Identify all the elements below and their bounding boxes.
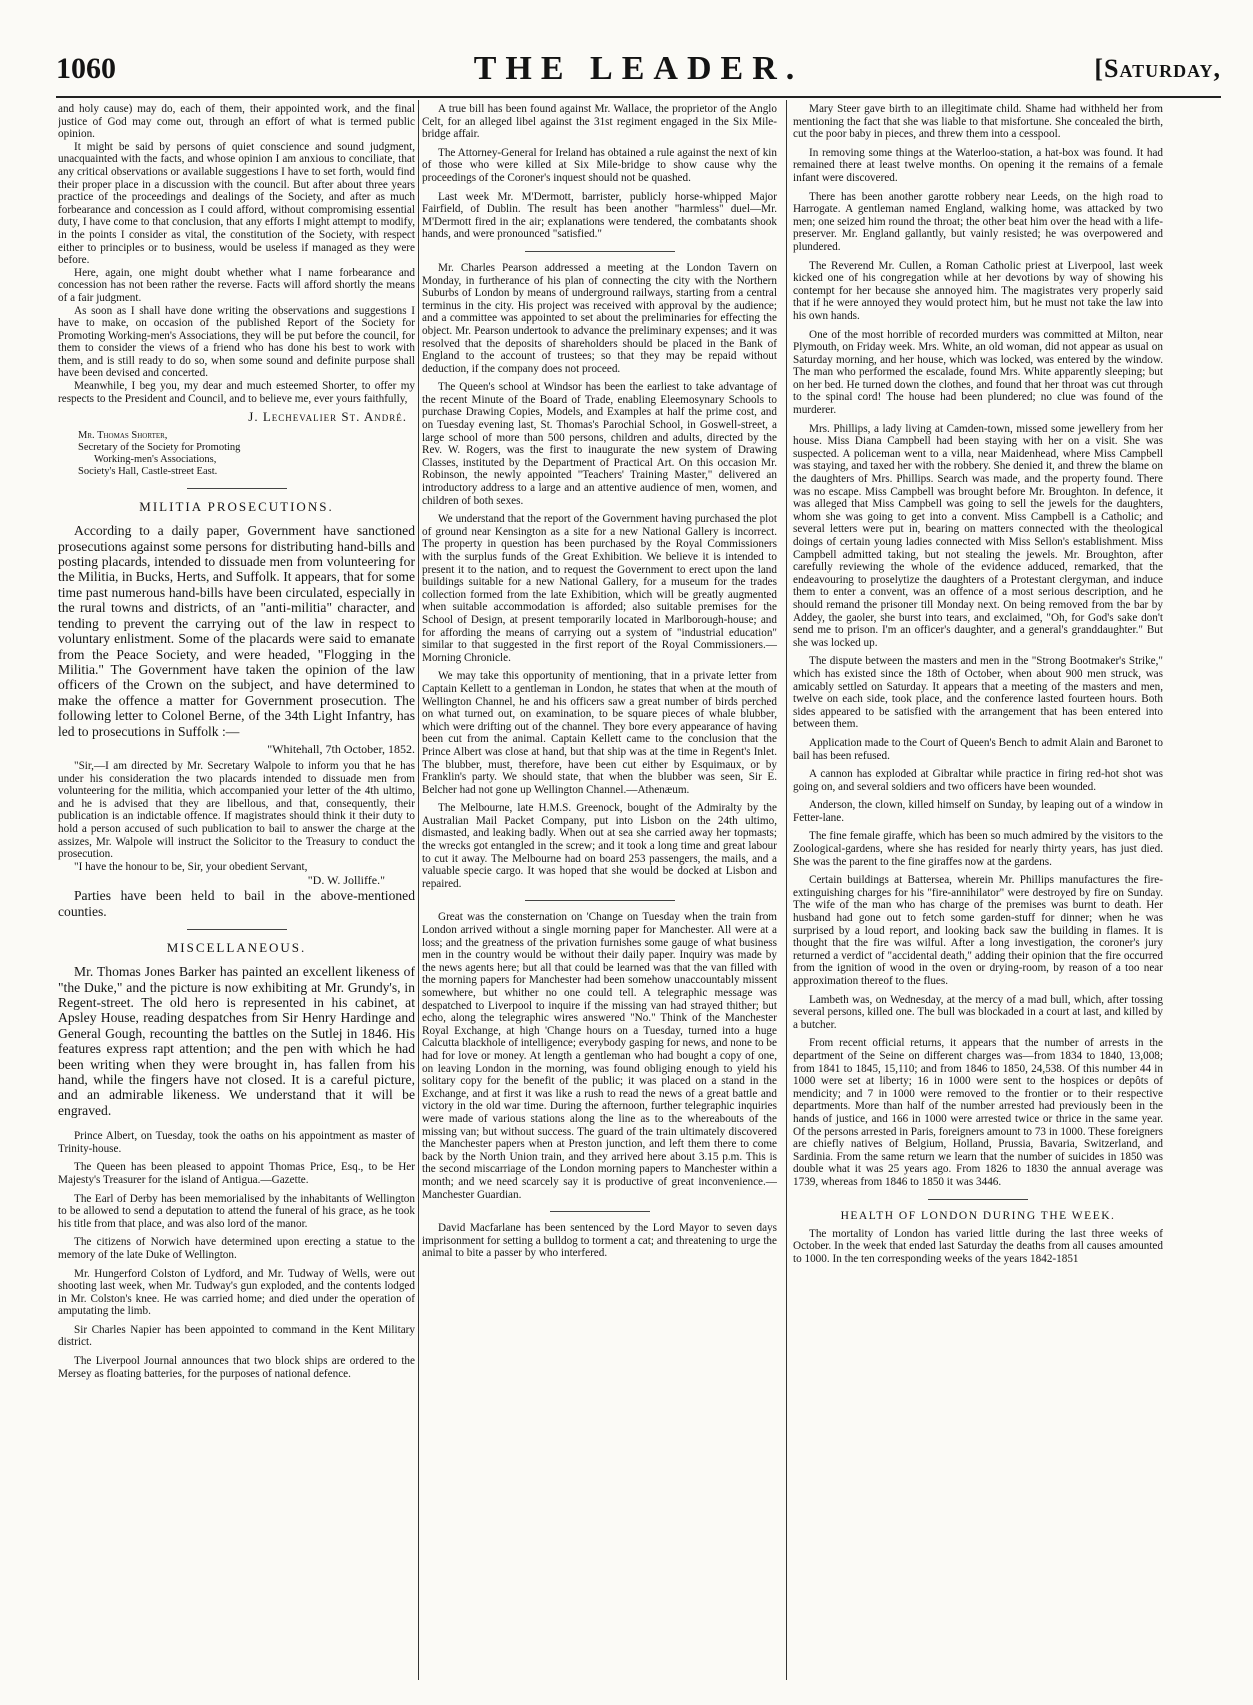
misc-item: The Liverpool Journal announces that two block ships are ordered to the Mersey as floating batteries, for the purposes of national defence. — [58, 1355, 415, 1380]
news-item: The Queen's school at Windsor has been the earliest to take advantage of the recent Minute of the Board of Trade, enabling Eleemosynary Schools to purchase Drawing Copies, Models, and Examples at half the prime cost, and on Tuesday evening last, St. Thomas's Parochial School, in Goswell-street, a large school of more than 500 persons, children and adults, directed by the Rev. W. Rogers, was the first to inaugurate the new system of Drawing Classes, instituted by the Department of Practical Art. On this occasion Mr. Robinson, the newly appointed "Teachers' Training Master," delivered an introductory address to a large and an attentive audience of men, women, and children of both sexes. — [422, 381, 777, 507]
addressee-line: Society's Hall, Castle-street East. — [78, 466, 218, 478]
section-rule — [525, 251, 675, 252]
page-number: 1060 — [56, 52, 116, 85]
column-divider — [418, 100, 419, 1680]
news-item: The Attorney-General for Ireland has obtained a rule against the next of kin of those who were killed at Six Mile-bridge to show cause why the proceedings of the Coroner's inquest should not be quashed. — [422, 146, 777, 184]
health-heading: HEALTH OF LONDON DURING THE WEEK. — [840, 1209, 1116, 1222]
news-item: Mary Steer gave birth to an illegitimate child. Shame had withheld her from mentioning the fact that she was liable to that misfortune. She concealed the birth, cut the poor baby in pieces, and threw them into a cesspool. — [793, 103, 1163, 141]
news-item: There has been another garotte robbery near Leeds, on the high road to Harrogate. A gentleman named England, walking home, was attacked by two men; one seized him round the throat; the other beat him over the head with a life-preserver. Mr. England gallantly, but vainly resisted; he was overpowered and plundered. — [793, 190, 1163, 253]
militia-letter-date: "Whitehall, 7th October, 1852. — [267, 741, 415, 756]
misc-item: The Earl of Derby has been memorialised by the inhabitants of Wellington to be allowed to send a deputation to attend the funeral of his grace, as he took his title from that place, and was also lord of the manor. — [58, 1192, 415, 1230]
column-1 — [58, 103, 415, 1678]
column-3 — [793, 103, 1163, 1678]
militia-letter-signature: "D. W. Jolliffe." — [307, 873, 385, 888]
letter-paragraph: and holy cause) may do, each of them, their appointed work, and the final justice of God may come out, through an effort of what is termed public opinion. — [58, 103, 415, 141]
news-item: Certain buildings at Battersea, wherein Mr. Phillips manufactures the fire-extinguishing charges for his "fire-annihilator" were destroyed by fire on Sunday. The wife of the man who has charge of the premises was burnt to death. Her husband had gone out to fetch some garden-stuff for dinner; when he was surprised by a loud report, and looking back saw the building in flames. It is thought that the fire was wilful. After a long investigation, the coroner's jury returned a verdict of "accidental death," adding their opinion that the fire occurred from the ignition of wood in the oven or drying-room, by reason of a too near approximation thereof to the flues. — [793, 874, 1163, 987]
news-item: Last week Mr. M'Dermott, barrister, publicly horse-whipped Major Fairfield, of Dublin. The result has been another "harmless" duel—Mr. M'Dermott fired in the air; explanations were tendered, the combatants shook hands, and were pronounced "satisfied." — [422, 190, 777, 241]
news-item: From recent official returns, it appears that the number of arrests in the department of the Seine on different charges was—from 1834 to 1840, 13,008; from 1841 to 1845, 15,110; and from 1846 to 1850, 24,538. Of this number 44 in 1000 were set at liberty; 16 in 1000 were sent to the hospices or depôts of mendicity; and 7 in 1000 were removed to the frontier or to their respective departments. More than half of the number arrested had previously been in the hands of justice, and 166 in 1000 were arrested twice or thrice in the same year. Of the persons arrested in Paris, foreigners amount to 73 in 1000. These foreigners are chiefly natives of Belgium, Holland, Prussia, Bavaria, Switzerland, and Sardinia. From the same return we learn that the number of suicides in 1850 was double what it was 25 years ago. From 1826 to 1830 the annual average was 1739, whereas from 1846 to 1850 it was 3446. — [793, 1037, 1163, 1188]
news-item: A cannon has exploded at Gibraltar while practice in firing red-hot shot was going on, and several soldiers and two officers have been wounded. — [793, 768, 1163, 793]
misc-item: The Queen has been pleased to appoint Thomas Price, Esq., to be Her Majesty's Treasurer for the island of Antigua.—Gazette. — [58, 1161, 415, 1186]
misc-item: The citizens of Norwich have determined upon erecting a statue to the memory of the late Duke of Wellington. — [58, 1236, 415, 1261]
news-item: The dispute between the masters and men in the "Strong Bootmaker's Strike," which has existed since the 18th of October, when about 900 men struck, was amicably settled on Saturday. It appears that a meeting of the masters and men, twelve on each side, took place, and the conference lasted fourteen hours. Both sides appeared to be satisfied with the arrangement that has been entered into between them. — [793, 655, 1163, 731]
letter-paragraph: As soon as I shall have done writing the observations and suggestions I have to make, on occasion of the published Report of the Society for Promoting Working-men's Associations, they will be put before the council, for them to consider the views of a friend who has done his best to work with them, and is still ready to do so, when some sound and definite purpose shall have been devised and concerted. — [58, 304, 415, 380]
addressee-line: Mr. Thomas Shorter, — [78, 430, 168, 442]
news-item: A true bill has been found against Mr. Wallace, the proprietor of the Anglo Celt, for an alleged libel against the 31st regiment engaged in the Six Mile-bridge affair. — [422, 103, 777, 141]
news-item: The Reverend Mr. Cullen, a Roman Catholic priest at Liverpool, last week kicked one of his congregation while at her devotions by way of showing his contempt for her because she annoyed him. The magistrates very properly said that if he were annoyed they would protect him, but he must not take the law into his own hands. — [793, 259, 1163, 322]
news-item: Lambeth was, on Wednesday, at the mercy of a mad bull, which, after tossing several persons, killed one. The bull was blockaded in a court at last, and killed by a butcher. — [793, 993, 1163, 1031]
news-item: Great was the consternation on 'Change on Tuesday when the train from London arrived without a single morning paper for Manchester. All were at a loss; and the greatness of the privation furnishes some gauge of what business men in the country would be without their daily paper. Inquiry was made by the news agents here; but all that could be learned was that the van filled with the morning papers for Manchester had been somehow unaccountably missent somewhere, but whither no one could tell. A telegraphic message was despatched to Liverpool to inquire if the missing van had strayed thither; but echo, along the telegraphic wires answered "No." Think of the Manchester Royal Exchange, at high 'Change hours on a Tuesday, turned into a huge Calcutta blackhole of intelligence; everybody gasping for news, and none to be had for love or money. At length a gentleman who had bought a copy of one, on leaving London in the morning, was found obliging enough to yield his solitary copy for the benefit of the public; it was placed on a stand in the Exchange, and at first it was like a rush to read the news of a great battle and victory in the old war time. During the afternoon, further telegraphic inquiries were made of various stations along the line as to the whereabouts of the missing van; but without success. The guard of the train ultimately discovered the Manchester papers when at Preston junction, and left them there to come back by the North Union train, and they arrived here about 3.15 p.m. This is the second miscarriage of the London morning papers to Manchester within a month; and we need scarcely say it is productive of great inconvenience.—Manchester Guardian. — [422, 911, 777, 1201]
news-item: David Macfarlane has been sentenced by the Lord Mayor to seven days imprisonment for setting a bulldog to torment a cat; and threatening to urge the animal to bite a passer by who interfered. — [422, 1222, 777, 1260]
newspaper-title: THE LEADER. — [473, 50, 804, 87]
news-item: The mortality of London has varied little during the last three weeks of October. In the week that ended last Saturday the deaths from all causes amounted to 1000. In the ten corresponding weeks of the years 1842-1851 — [793, 1227, 1163, 1265]
masthead — [56, 44, 1221, 88]
section-rule — [525, 900, 675, 901]
letter-signature: J. Lechevalier St. André. — [248, 409, 407, 425]
militia-letter-closing: "I have the honour to be, Sir, your obedient Servant, — [74, 860, 308, 873]
news-item: We understand that the report of the Government having purchased the plot of ground near Kensington as a site for a new National Gallery is incorrect. The property in question has been purchased by the Royal Commissioners with the surplus funds of the Great Exhibition. We believe it is intended to present it to the nation, and to request the Government to erect upon the land buildings suitable for a new National Gallery, for a museum for the trades collection formed from the late Exhibition, which will be greatly augmented when suitable accommodation is afforded; also suitable premises for the School of Design, at present temporarily located in Marlborough-house; and for affording the means of carrying out a system of "industrial education" similar to that suggested in the first report of the Royal Commissioners.—Morning Chronicle. — [422, 513, 777, 664]
column-2 — [422, 103, 777, 1678]
militia-paragraph: Parties have been held to bail in the above-mentioned counties. — [58, 888, 415, 919]
militia-heading: MILITIA PROSECUTIONS. — [139, 499, 334, 515]
news-item: Application made to the Court of Queen's Bench to admit Alain and Baronet to bail has been refused. — [793, 736, 1163, 762]
news-item: Anderson, the clown, killed himself on Sunday, by leaping out of a window in Fetter-lane. — [793, 799, 1163, 824]
militia-letter: "Sir,—I am directed by Mr. Secretary Walpole to inform you that he has under his consideration the two placards intended to dissuade men from volunteering for the militia, which accompanied your letter of the 4th ultimo, and he is advised that they are libellous, and that, consequently, their publication is an indictable offence. If magistrates should think it their duty to hold a person accused of such publication to bail to answer the charge at the assizes, Mr. Walpole will instruct the Solicitor to the Treasury to conduct the prosecution. — [58, 759, 415, 861]
misc-item: Prince Albert, on Tuesday, took the oaths on his appointment as master of Trinity-house. — [58, 1130, 415, 1155]
news-item: The Melbourne, late H.M.S. Greenock, bought of the Admiralty by the Australian Mail Packet Company, put into Lisbon on the 24th ultimo, dismasted, and leaking badly. When out at sea she carried away her topmasts; the wrecks got entangled in the screw; and it took a long time and great labour to cut it away. The Melbourne had on board 253 passengers, the mails, and a valuable specie cargo. It was hoped that she would be docked at Lisbon and repaired. — [422, 802, 777, 890]
addressee-line: Secretary of the Society for Promoting — [78, 442, 241, 454]
letter-addressee — [58, 430, 415, 478]
issue-day: [Saturday, — [1094, 54, 1221, 83]
masthead-rule — [56, 96, 1221, 98]
letter-paragraph: Here, again, one might doubt whether what I name forbearance and concession has not been rather the reverse. Facts will afford shortly the means of a fair judgment. — [58, 266, 415, 304]
section-rule — [187, 929, 287, 930]
news-item: We may take this opportunity of mentioning, that in a private letter from Captain Kellett to a gentleman in London, he states that when at the mouth of Wellington Channel, he and his officers saw a great number of birds perched on what turned out, on examination, to be square pieces of whale blubber, which were drifting out of the channel. They bore every appearance of having been cut from the animal. Captain Kellett came to the conclusion that the Prince Albert was close at hand, but that ship was at the time in Regent's Inlet. The blubber, must, therefore, have been cut either by Esquimaux, or by Franklin's party. We should state, that when the blubber was seen, Sir E. Belcher had not gone up Wellington Channel.—Athenæum. — [422, 670, 777, 796]
misc-heading: MISCELLANEOUS. — [166, 940, 307, 956]
addressee-line: Working-men's Associations, — [94, 454, 217, 466]
news-item: One of the most horrible of recorded murders was committed at Milton, near Plymouth, on Friday week. Mrs. White, an old woman, did not appear as usual on Saturday morning, and her house, which was locked, was entered by the window. The man who performed the escalade, found Mrs. White apparently sleeping; but on her bed. He turned down the clothes, and found that her throat was cut through to the spinal cord! The house had been plundered; no clue was found of the murderer. — [793, 328, 1163, 417]
column-divider — [786, 100, 787, 1680]
misc-item: Mr. Hungerford Colston of Lydford, and Mr. Tudway of Wells, were out shooting last week, when Mr. Tudway's gun exploded, and the contents lodged in Mr. Colston's knee. He was carried home; and died under the operation of amputating the limb. — [58, 1267, 415, 1318]
section-rule — [928, 1199, 1028, 1200]
news-item: Mr. Charles Pearson addressed a meeting at the London Tavern on Monday, in furtherance of his plan of connecting the city with the Northern Suburbs of London by means of underground railways, starting from a central terminus in the city. His project was received with approval by the audience; and a committee was appointed to set about the preliminaries for effecting the object. Mr. Pearson undertook to advance the preliminary expenses; and it was resolved that the deposits of shareholders should be placed in the Bank of England to the account of trustees; so that they may be repaid without deduction, if the company does not proceed. — [422, 261, 777, 375]
section-rule — [187, 488, 287, 489]
misc-paragraph: Mr. Thomas Jones Barker has painted an excellent likeness of "the Duke," and the picture is now exhibiting at Mr. Grundy's, in Regent-street. The old hero is represented in his cabinet, at Apsley House, reading despatches from Sir Henry Hardinge and General Gough, recounting the battles on the Sutlej in 1846. His features express rapt attention; and the pen with which he had been writing when they were brought in, has fallen from his hand, while the fingers have not closed. It is a careful picture, and an admirable likeness. We understand that it will be engraved. — [58, 964, 415, 1118]
militia-paragraph: According to a daily paper, Government have sanctioned prosecutions against some persons for distributing hand-bills and posting placards, intended to dissuade men from volunteering for the Militia, in Bucks, Herts, and Suffolk. It appears, that for some time past numerous hand-bills have been circulated, especially in the rural towns and districts, of an "anti-militia" character, and tending to prevent the carrying out of the law in respect to voluntary enlistment. Some of the placards were said to emanate from the Peace Society, and were headed, "Flogging in the Militia." The Government have taken the opinion of the law officers of the Crown on the subject, and have determined to make the offence a matter for Government prosecution. The following letter to Colonel Berne, of the 34th Light Infantry, has led to prosecutions in Suffolk :— — [58, 523, 415, 739]
section-rule — [550, 1211, 650, 1212]
news-item: The fine female giraffe, which has been so much admired by the visitors to the Zoological-gardens, where she has resided for nearly thirty years, has just died. She was the parent to the fine giraffes now at the gardens. — [793, 830, 1163, 868]
misc-item: Sir Charles Napier has been appointed to command in the Kent Military district. — [58, 1323, 415, 1349]
letter-paragraph: Meanwhile, I beg you, my dear and much esteemed Shorter, to offer my respects to the President and Council, and to believe me, ever yours faithfully, — [58, 380, 415, 405]
letter-paragraph: It might be said by persons of quiet conscience and sound judgment, unacquainted with the facts, and whose opinion I am anxious to conciliate, that any critical observations or available suggestions I have to set forth, would find their proper place in a discussion with the council. But after about three years practice of the proceedings and dealings of the Society, and after as much forbearance and concession as I could afford, without compromising essential duty, I have come to that conclusion, that any efforts I might attempt to modify, in the points I consider as vital, the constitution of the Society, with respect either to principles or to business, would be useless if managed as they were before. — [58, 140, 415, 267]
news-item: Mrs. Phillips, a lady living at Camden-town, missed some jewellery from her house. Miss Diana Campbell had been staying with her on a visit. She was suspected. A policeman went to a villa, near Maidenhead, where Miss Campbell was staying, and taxed her with the robbery. She denied it, and threw the blame on the daughters of Mrs. Phillips. Search was made, and the property found. There was no escape. Miss Campbell was brought before Mr. Broughton. In defence, it was alleged that Miss Campbell was going to sell the jewels for the daughters, whom she was going to get into a convent. Miss Campbell is a Catholic; and several letters were put in, bearing on matters connected with the theological doings of certain young ladies connected with Miss Sellon's establishment. Miss Campbell admitted taking, but not stealing the jewels. Mr. Broughton, after carefully reviewing the whole of the evidence adduced, remarked, that the endeavouring to proselytize the daughters of a Protestant clergyman, and induce them to enter a convent, was an offence of a most serious description, and he should remand the prisoner till Monday next. On being removed from the bar by Addey, the gaoler, she burst into tears, and exclaimed, "Oh, for God's sake don't send me to prison. I'm an officer's daughter, and a general's granddaughter." But she was locked up. — [793, 422, 1163, 649]
news-item: In removing some things at the Waterloo-station, a hat-box was found. It had remained there at least twelve months. On opening it the remains of a female infant were discovered. — [793, 146, 1163, 184]
